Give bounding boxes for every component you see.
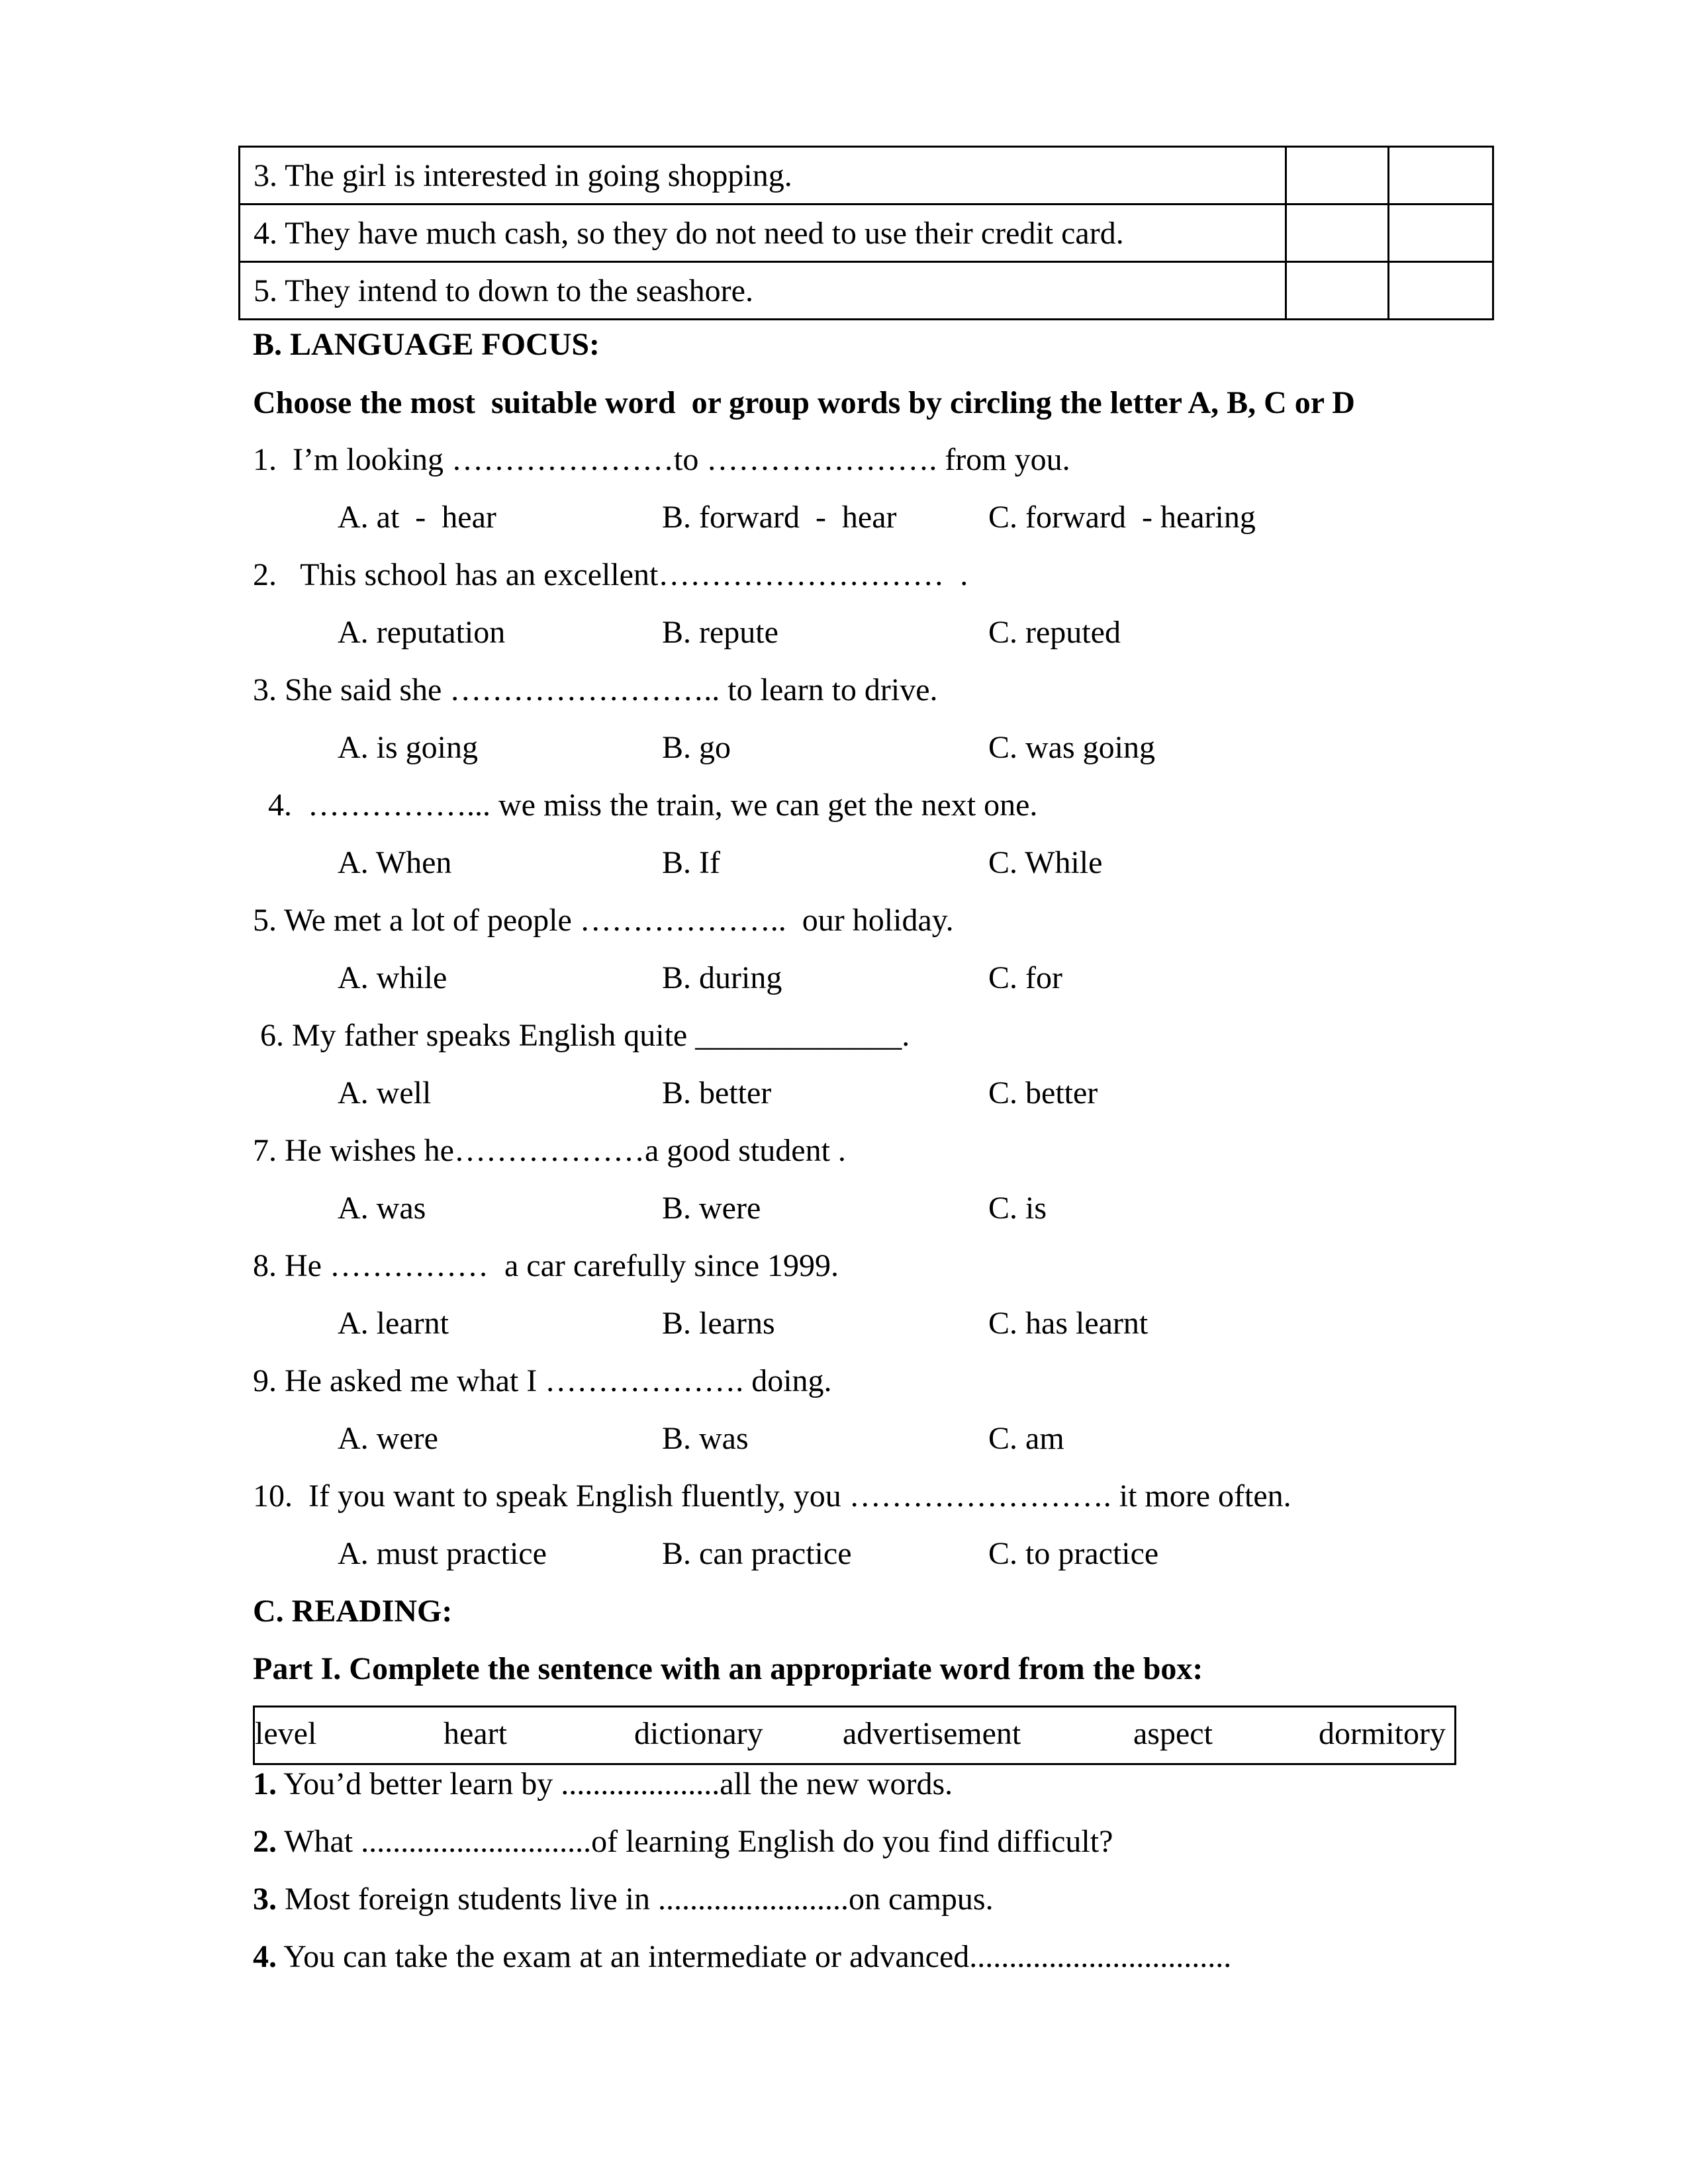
question-text: 6. My father speaks English quite _____________. — [260, 1018, 910, 1053]
option-b[interactable]: B. was — [662, 1421, 749, 1456]
true-answer-cell[interactable] — [1286, 205, 1389, 262]
table-row — [240, 262, 1493, 320]
word-box-item: heart — [444, 1716, 507, 1751]
fill-sentence — [253, 1884, 994, 1915]
word-box-item: dictionary — [634, 1716, 763, 1751]
word-box-item: level — [255, 1716, 317, 1751]
false-answer-cell[interactable] — [1389, 262, 1493, 320]
question-text: 7. He wishes he………………a good student . — [253, 1133, 846, 1168]
statement-cell: 4. They have much cash, so they do not need to use their credit card. — [240, 205, 1286, 262]
false-answer-cell[interactable] — [1389, 147, 1493, 205]
section-b-instruction: Choose the most suitable word or group words by circling the letter A, B, C or D — [253, 385, 1355, 420]
word-box — [253, 1706, 1456, 1765]
question-text: 4. ……………... we miss the train, we can get the next one. — [268, 788, 1038, 823]
option-c[interactable]: C. for — [988, 960, 1062, 995]
table-row — [240, 147, 1493, 205]
option-b[interactable]: B. If — [662, 845, 720, 880]
option-a[interactable]: A. was — [338, 1191, 426, 1226]
option-a[interactable]: A. were — [338, 1421, 438, 1456]
option-a[interactable]: A. learnt — [338, 1306, 449, 1341]
sentence-number: 4. — [253, 1939, 277, 1974]
fill-sentence — [253, 1826, 1113, 1858]
sentence-number: 3. — [253, 1882, 277, 1917]
option-c[interactable]: C. to practice — [988, 1536, 1159, 1571]
option-b[interactable]: B. repute — [662, 615, 778, 650]
question-text: 5. We met a lot of people ……………….. our holiday. — [253, 903, 954, 938]
fill-sentence — [253, 1768, 953, 1800]
option-b[interactable]: B. forward - hear — [662, 500, 897, 535]
statement-cell: 3. The girl is interested in going shopping. — [240, 147, 1286, 205]
option-c[interactable]: C. reputed — [988, 615, 1121, 650]
section-b-title: B. LANGUAGE FOCUS: — [253, 327, 600, 362]
sentence-number: 1. — [253, 1766, 277, 1801]
option-a[interactable]: A. while — [338, 960, 447, 995]
sentence-text: What .............................of learning English do you find difficult? — [277, 1824, 1113, 1859]
question-text: 10. If you want to speak English fluently, you ……………………. it more often. — [253, 1479, 1291, 1514]
statement-cell: 5. They intend to down to the seashore. — [240, 262, 1286, 320]
true-answer-cell[interactable] — [1286, 147, 1389, 205]
option-a[interactable]: A. well — [338, 1075, 432, 1111]
word-box-item: aspect — [1133, 1716, 1213, 1751]
option-b[interactable]: B. can practice — [662, 1536, 852, 1571]
option-a[interactable]: A. at - hear — [338, 500, 496, 535]
option-c[interactable]: C. am — [988, 1421, 1064, 1456]
table-row — [240, 205, 1493, 262]
question-text: 3. She said she …………………….. to learn to drive. — [253, 672, 938, 707]
question-text: 9. He asked me what I ………………. doing. — [253, 1363, 832, 1398]
question-text: 1. I’m looking …………………to …………………. from you. — [253, 442, 1070, 477]
question-text: 8. He …………… a car carefully since 1999. — [253, 1248, 839, 1283]
option-c[interactable]: C. is — [988, 1191, 1047, 1226]
option-c[interactable]: C. has learnt — [988, 1306, 1149, 1341]
true-answer-cell[interactable] — [1286, 262, 1389, 320]
option-a[interactable]: A. must practice — [338, 1536, 547, 1571]
section-c-title: C. READING: — [253, 1594, 453, 1629]
option-b[interactable]: B. learns — [662, 1306, 775, 1341]
option-b[interactable]: B. were — [662, 1191, 761, 1226]
option-c[interactable]: C. While — [988, 845, 1103, 880]
true-false-table — [238, 146, 1494, 320]
sentence-text: You’d better learn by ....................all the new words. — [277, 1766, 953, 1801]
word-box-item: dormitory — [1319, 1716, 1446, 1751]
word-box-item: advertisement — [843, 1716, 1021, 1751]
sentence-number: 2. — [253, 1824, 277, 1859]
option-a[interactable]: A. is going — [338, 730, 479, 765]
part-1-title: Part I. Complete the sentence with an appropriate word from the box: — [253, 1651, 1203, 1686]
fill-sentence — [253, 1941, 1231, 1973]
option-b[interactable]: B. better — [662, 1075, 772, 1111]
sentence-text: You can take the exam at an intermediate or advanced................................. — [277, 1939, 1232, 1974]
false-answer-cell[interactable] — [1389, 205, 1493, 262]
option-c[interactable]: C. forward - hearing — [988, 500, 1256, 535]
option-b[interactable]: B. go — [662, 730, 731, 765]
question-text: 2. This school has an excellent……………………… . — [253, 557, 968, 592]
option-c[interactable]: C. better — [988, 1075, 1098, 1111]
option-a[interactable]: A. reputation — [338, 615, 506, 650]
option-c[interactable]: C. was going — [988, 730, 1155, 765]
option-a[interactable]: A. When — [338, 845, 452, 880]
option-b[interactable]: B. during — [662, 960, 782, 995]
sentence-text: Most foreign students live in ........................on campus. — [277, 1882, 994, 1917]
